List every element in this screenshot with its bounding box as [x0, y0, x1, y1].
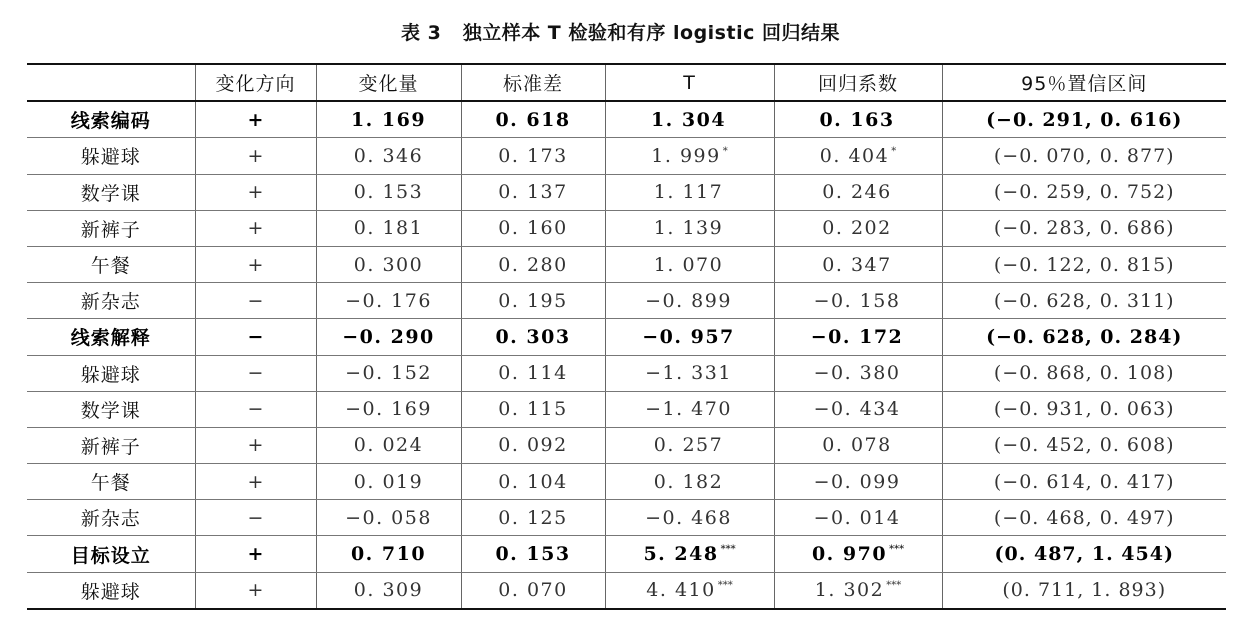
- direction-cell: [195, 283, 316, 319]
- ci-value: (−0. 628, 0. 284): [986, 325, 1183, 348]
- row-name-cell: [27, 246, 195, 282]
- change-value: −0. 176: [345, 289, 432, 312]
- coef-value: 0. 404: [819, 144, 890, 167]
- row-name-cell: [27, 355, 195, 391]
- ci-cell: [942, 355, 1226, 391]
- table-row: [27, 174, 1226, 210]
- t-cell: [605, 101, 774, 138]
- sd-value: 0. 114: [498, 362, 568, 385]
- direction-value: −: [247, 325, 264, 348]
- t-value: −0. 899: [645, 289, 732, 312]
- coef-cell: [774, 246, 942, 282]
- t-cell: [605, 174, 774, 210]
- significance-marker: *: [722, 145, 728, 157]
- coef-value: −0. 158: [813, 289, 901, 312]
- sd-cell: [461, 101, 605, 138]
- direction-cell: [195, 427, 316, 463]
- change-cell: [316, 246, 461, 282]
- sd-value: 0. 280: [498, 253, 568, 276]
- direction-value: +: [247, 253, 264, 276]
- sd-value: 0. 160: [498, 217, 568, 240]
- ci-value: (−0. 452, 0. 608): [993, 434, 1175, 457]
- t-value: 1. 139: [653, 217, 724, 240]
- table-row: [27, 283, 1226, 319]
- significance-marker: ***: [717, 580, 733, 592]
- ci-value: (−0. 070, 0. 877): [993, 144, 1175, 167]
- sd-cell: [461, 283, 605, 319]
- t-cell: [605, 138, 774, 174]
- change-cell: [316, 138, 461, 174]
- t-cell: [605, 500, 774, 536]
- row-name-cell: [27, 101, 195, 138]
- table-row: [27, 355, 1226, 391]
- row-name-value: 线索编码: [70, 110, 151, 133]
- ci-value: (−0. 259, 0. 752): [993, 181, 1175, 204]
- coef-value: −0. 014: [813, 506, 901, 529]
- coef-value: 0. 202: [822, 217, 892, 240]
- direction-cell: [195, 246, 316, 282]
- ci-cell: [942, 319, 1226, 355]
- t-value: −1. 470: [645, 398, 732, 421]
- change-cell: [316, 174, 461, 210]
- change-value: 0. 024: [353, 434, 424, 457]
- ci-value: (−0. 614, 0. 417): [993, 470, 1175, 493]
- row-name-cell: [27, 210, 195, 246]
- change-cell: [316, 355, 461, 391]
- row-name-cell: [27, 500, 195, 536]
- significance-marker: ***: [886, 580, 902, 592]
- ci-value: (0. 711, 1. 893): [1002, 579, 1167, 602]
- row-name-value: 躲避球: [80, 146, 141, 169]
- sd-value: 0. 195: [498, 289, 568, 312]
- header-change: 变化量: [316, 64, 461, 101]
- coef-cell: [774, 427, 942, 463]
- sd-value: 0. 115: [498, 398, 568, 421]
- significance-marker: *: [891, 145, 897, 157]
- direction-cell: [195, 174, 316, 210]
- t-cell: [605, 536, 774, 572]
- t-value: 1. 999: [651, 144, 721, 167]
- sd-value: 0. 137: [498, 181, 568, 204]
- direction-cell: [195, 319, 316, 355]
- ci-cell: [942, 536, 1226, 572]
- header-direction: 变化方向: [195, 64, 316, 101]
- row-name-value: 数学课: [80, 182, 141, 205]
- coef-cell: [774, 283, 942, 319]
- row-name-value: 午餐: [90, 472, 131, 495]
- coef-cell: [774, 391, 942, 427]
- row-name-cell: [27, 464, 195, 500]
- ci-cell: [942, 464, 1226, 500]
- ci-cell: [942, 138, 1226, 174]
- change-value: −0. 290: [342, 325, 435, 348]
- t-value: 0. 182: [653, 470, 724, 493]
- row-name-cell: [27, 138, 195, 174]
- ci-cell: [942, 174, 1226, 210]
- row-name-value: 目标设立: [70, 544, 151, 567]
- sd-value: 0. 153: [495, 543, 571, 566]
- t-value: 1. 070: [653, 253, 724, 276]
- row-name-cell: [27, 283, 195, 319]
- change-cell: [316, 536, 461, 572]
- ci-cell: [942, 500, 1226, 536]
- change-cell: [316, 464, 461, 500]
- change-cell: [316, 391, 461, 427]
- change-cell: [316, 101, 461, 138]
- direction-value: +: [247, 108, 264, 131]
- header-coef: 回归系数: [774, 64, 942, 101]
- row-name-value: 新杂志: [80, 291, 141, 314]
- table-row-group: [27, 536, 1226, 572]
- ci-value: (0. 487, 1. 454): [994, 543, 1174, 566]
- sd-value: 0. 303: [495, 325, 571, 348]
- table-row: [27, 138, 1226, 174]
- t-cell: [605, 246, 774, 282]
- table-row-group: [27, 319, 1226, 355]
- t-cell: [605, 464, 774, 500]
- direction-value: +: [247, 181, 264, 204]
- coef-cell: [774, 101, 942, 138]
- sd-cell: [461, 572, 605, 609]
- table-row: [27, 210, 1226, 246]
- direction-cell: [195, 500, 316, 536]
- t-cell: [605, 210, 774, 246]
- sd-value: 0. 618: [495, 108, 571, 131]
- direction-cell: [195, 391, 316, 427]
- sd-value: 0. 125: [498, 506, 568, 529]
- coef-value: 0. 347: [822, 253, 892, 276]
- change-value: 0. 300: [353, 253, 424, 276]
- coef-value: −0. 172: [810, 325, 904, 348]
- row-name-cell: [27, 572, 195, 609]
- direction-value: −: [247, 362, 264, 385]
- change-value: 1. 169: [350, 108, 427, 131]
- row-name-cell: [27, 427, 195, 463]
- coef-cell: [774, 572, 942, 609]
- ci-value: (−0. 291, 0. 616): [986, 108, 1183, 131]
- sd-cell: [461, 174, 605, 210]
- coef-value: 1. 302: [814, 579, 885, 602]
- row-name-value: 躲避球: [80, 580, 141, 603]
- t-cell: [605, 427, 774, 463]
- table-row: [27, 246, 1226, 282]
- change-value: 0. 710: [350, 543, 427, 566]
- change-cell: [316, 283, 461, 319]
- row-name-value: 新裤子: [80, 218, 141, 241]
- table-caption: 表 3 独立样本 T 检验和有序 logistic 回归结果: [401, 22, 840, 44]
- sd-cell: [461, 500, 605, 536]
- sd-value: 0. 104: [498, 470, 568, 493]
- change-value: −0. 058: [345, 506, 432, 529]
- row-name-value: 新裤子: [80, 435, 141, 458]
- direction-value: +: [247, 579, 264, 602]
- row-name-value: 午餐: [90, 255, 131, 278]
- sd-cell: [461, 246, 605, 282]
- change-value: 0. 309: [353, 579, 424, 602]
- sd-cell: [461, 391, 605, 427]
- ci-cell: [942, 101, 1226, 138]
- ci-value: (−0. 931, 0. 063): [993, 398, 1175, 421]
- sd-cell: [461, 355, 605, 391]
- t-value: −0. 468: [645, 506, 732, 529]
- sd-cell: [461, 319, 605, 355]
- change-cell: [316, 572, 461, 609]
- t-value: 0. 257: [653, 434, 724, 457]
- direction-value: +: [247, 144, 264, 167]
- coef-value: −0. 380: [813, 362, 901, 385]
- change-cell: [316, 210, 461, 246]
- sd-cell: [461, 210, 605, 246]
- ci-cell: [942, 246, 1226, 282]
- header-sd: 标准差: [461, 64, 605, 101]
- coef-value: 0. 163: [819, 108, 895, 131]
- ci-cell: [942, 283, 1226, 319]
- t-value: −0. 957: [642, 325, 735, 348]
- direction-cell: [195, 355, 316, 391]
- change-cell: [316, 319, 461, 355]
- t-value: 5. 248: [643, 543, 719, 566]
- table-row: [27, 500, 1226, 536]
- direction-cell: [195, 138, 316, 174]
- row-name-value: 新杂志: [80, 508, 141, 531]
- ci-value: (−0. 868, 0. 108): [993, 362, 1175, 385]
- results-table: [27, 63, 1226, 610]
- coef-cell: [774, 464, 942, 500]
- coef-value: −0. 099: [813, 470, 901, 493]
- direction-value: −: [247, 289, 264, 312]
- ci-cell: [942, 572, 1226, 609]
- change-value: −0. 152: [345, 362, 432, 385]
- table-row: [27, 572, 1226, 609]
- change-cell: [316, 500, 461, 536]
- sd-value: 0. 092: [498, 434, 568, 457]
- sd-value: 0. 070: [498, 579, 568, 602]
- coef-cell: [774, 138, 942, 174]
- direction-value: −: [247, 398, 264, 421]
- direction-cell: [195, 210, 316, 246]
- table-body: [27, 101, 1226, 609]
- sd-cell: [461, 464, 605, 500]
- t-value: 1. 117: [653, 181, 724, 204]
- direction-value: −: [247, 506, 264, 529]
- sd-cell: [461, 138, 605, 174]
- significance-marker: ***: [889, 544, 905, 556]
- row-name-value: 躲避球: [80, 363, 141, 386]
- coef-value: 0. 078: [822, 434, 892, 457]
- direction-cell: [195, 572, 316, 609]
- coef-value: 0. 970: [811, 543, 888, 566]
- t-value: 1. 304: [650, 108, 727, 131]
- table-row: [27, 391, 1226, 427]
- row-name-cell: [27, 174, 195, 210]
- ci-value: (−0. 628, 0. 311): [993, 289, 1175, 312]
- t-cell: [605, 572, 774, 609]
- row-name-cell: [27, 536, 195, 572]
- sd-value: 0. 173: [498, 144, 568, 167]
- coef-cell: [774, 355, 942, 391]
- table-row-group: [27, 101, 1226, 138]
- coef-cell: [774, 500, 942, 536]
- header-blank: [27, 64, 195, 101]
- row-name-value: 线索解释: [70, 327, 151, 350]
- row-name-value: 数学课: [80, 399, 141, 422]
- table-row: [27, 427, 1226, 463]
- sd-cell: [461, 427, 605, 463]
- row-name-cell: [27, 391, 195, 427]
- t-cell: [605, 319, 774, 355]
- ci-value: (−0. 122, 0. 815): [993, 253, 1175, 276]
- direction-value: +: [247, 470, 264, 493]
- significance-marker: ***: [720, 544, 736, 556]
- change-cell: [316, 427, 461, 463]
- ci-cell: [942, 391, 1226, 427]
- direction-value: +: [247, 434, 264, 457]
- direction-value: +: [247, 217, 264, 240]
- t-cell: [605, 283, 774, 319]
- t-cell: [605, 355, 774, 391]
- sd-cell: [461, 536, 605, 572]
- header-ci: 95％置信区间: [942, 64, 1226, 101]
- change-value: 0. 019: [353, 470, 424, 493]
- coef-cell: [774, 174, 942, 210]
- direction-cell: [195, 464, 316, 500]
- coef-value: −0. 434: [813, 398, 901, 421]
- t-value: 4. 410: [646, 579, 716, 602]
- ci-cell: [942, 210, 1226, 246]
- t-cell: [605, 391, 774, 427]
- direction-cell: [195, 536, 316, 572]
- change-value: 0. 153: [353, 181, 424, 204]
- ci-cell: [942, 427, 1226, 463]
- coef-cell: [774, 210, 942, 246]
- change-value: 0. 181: [353, 217, 424, 240]
- t-value: −1. 331: [645, 362, 732, 385]
- direction-value: +: [247, 543, 264, 566]
- header-row: [27, 64, 1226, 101]
- change-value: 0. 346: [353, 144, 424, 167]
- ci-value: (−0. 468, 0. 497): [993, 506, 1175, 529]
- coef-value: 0. 246: [822, 181, 892, 204]
- direction-cell: [195, 101, 316, 138]
- table-row: [27, 464, 1226, 500]
- row-name-cell: [27, 319, 195, 355]
- change-value: −0. 169: [345, 398, 432, 421]
- ci-value: (−0. 283, 0. 686): [993, 217, 1175, 240]
- header-t: T: [605, 64, 774, 101]
- coef-cell: [774, 536, 942, 572]
- coef-cell: [774, 319, 942, 355]
